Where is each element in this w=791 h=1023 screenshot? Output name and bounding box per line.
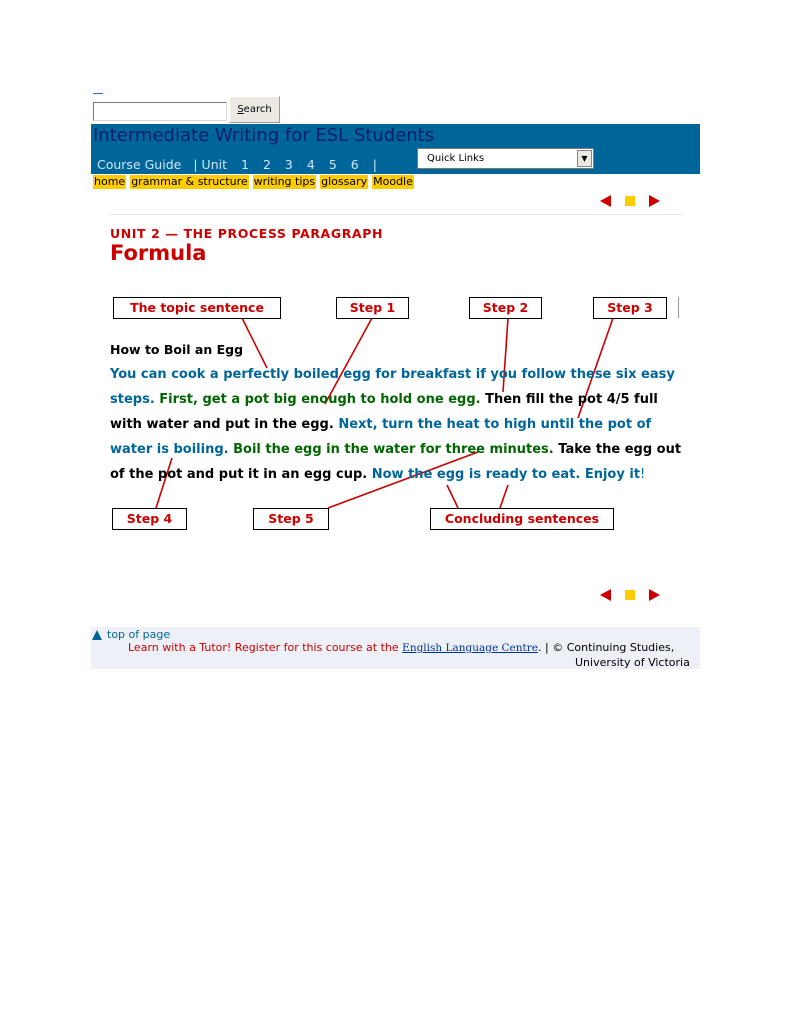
chevron-down-icon[interactable]: ▼ [577,150,592,167]
unit-6-link[interactable]: 6 [350,157,359,172]
connector-concluding-2 [500,485,508,508]
tab-moodle[interactable]: Moodle [373,175,413,188]
page-title: Formula [110,241,207,265]
unit-4-link[interactable]: 4 [306,157,315,172]
course-nav [97,157,381,172]
step-4-sentence: Boil the egg in the water for three minutes. [233,442,554,457]
search-button-label: earch [243,104,272,115]
label-edge-mark [678,297,679,318]
prev-arrow-icon[interactable] [600,589,611,601]
search-button-accesskey: S [237,104,244,115]
pager-top [600,195,660,207]
label-step-2: Step 2 [469,297,542,319]
concluding-sentence-2: Enjoy it [584,467,641,482]
passage-heading: How to Boil an Egg [110,342,244,357]
tutor-text: Learn with a Tutor! Register for this course at the [128,641,403,654]
english-language-centre-link[interactable]: English Language Centre [402,642,538,654]
quick-links-value: Quick Links [427,153,485,164]
nav-separator: | [193,157,198,172]
unit-home-icon[interactable] [625,590,635,600]
connector-topic [242,318,267,368]
unit-5-link[interactable]: 5 [328,157,337,172]
tab-home[interactable]: home [94,175,126,188]
label-step-5: Step 5 [253,508,329,530]
search-input[interactable] [93,102,227,121]
next-arrow-icon[interactable] [649,589,660,601]
nav-separator-end: | [372,157,377,172]
prev-arrow-icon[interactable] [600,195,611,207]
arrow-up-icon [92,630,102,640]
next-arrow-icon[interactable] [649,195,660,207]
top-marker [93,93,103,94]
section-tabs [93,175,418,189]
tab-glossary[interactable]: glossary [321,175,368,188]
search-button[interactable] [229,96,280,123]
topic-sentence: You can cook a perfectly boiled egg for breakfast if you follow these six easy steps. [110,367,675,407]
label-concluding-sentences: Concluding sentences [430,508,614,530]
step-1-sentence: First, get a pot big enough to hold one egg. [159,392,481,407]
quick-links-select[interactable] [417,148,594,169]
step-2-sentence: Then fill the pot 4/5 full with water and put in the egg. [110,392,658,432]
unit-2-link[interactable]: 2 [262,157,271,172]
footer-university: University of Victoria [575,656,690,669]
label-step-3: Step 3 [593,297,667,319]
footer-line [128,641,674,654]
top-of-page-link[interactable] [92,628,170,641]
step-3-sentence: Next, turn the heat to high until the pot of water is boiling. [110,417,652,457]
pager-bottom [600,589,660,601]
step-5-sentence: Take the egg out of the pot and put it in an egg cup. [110,442,682,482]
unit-label: Unit [201,157,227,172]
unit-3-link[interactable]: 3 [284,157,293,172]
unit-heading: UNIT 2 — THE PROCESS PARAGRAPH [110,226,384,241]
unit-home-icon[interactable] [625,196,635,206]
unit-1-link[interactable]: 1 [241,157,249,172]
label-step-4: Step 4 [112,508,187,530]
course-guide-link[interactable]: Course Guide [97,157,182,172]
concluding-exclamation: ! [640,467,646,482]
site-title: Intermediate Writing for ESL Students [93,125,435,146]
top-of-page-label: top of page [107,628,171,641]
tab-grammar-structure[interactable]: grammar & structure [131,175,248,188]
footer-copyright: . | © Continuing Studies, [538,641,675,654]
tab-writing-tips[interactable]: writing tips [253,175,316,188]
concluding-sentence-1: Now the egg is ready to eat. [371,467,581,482]
label-topic-sentence: The topic sentence [113,297,281,319]
connector-concluding-1 [447,485,458,508]
label-step-1: Step 1 [336,297,409,319]
passage [110,362,685,487]
content-divider [110,214,682,215]
